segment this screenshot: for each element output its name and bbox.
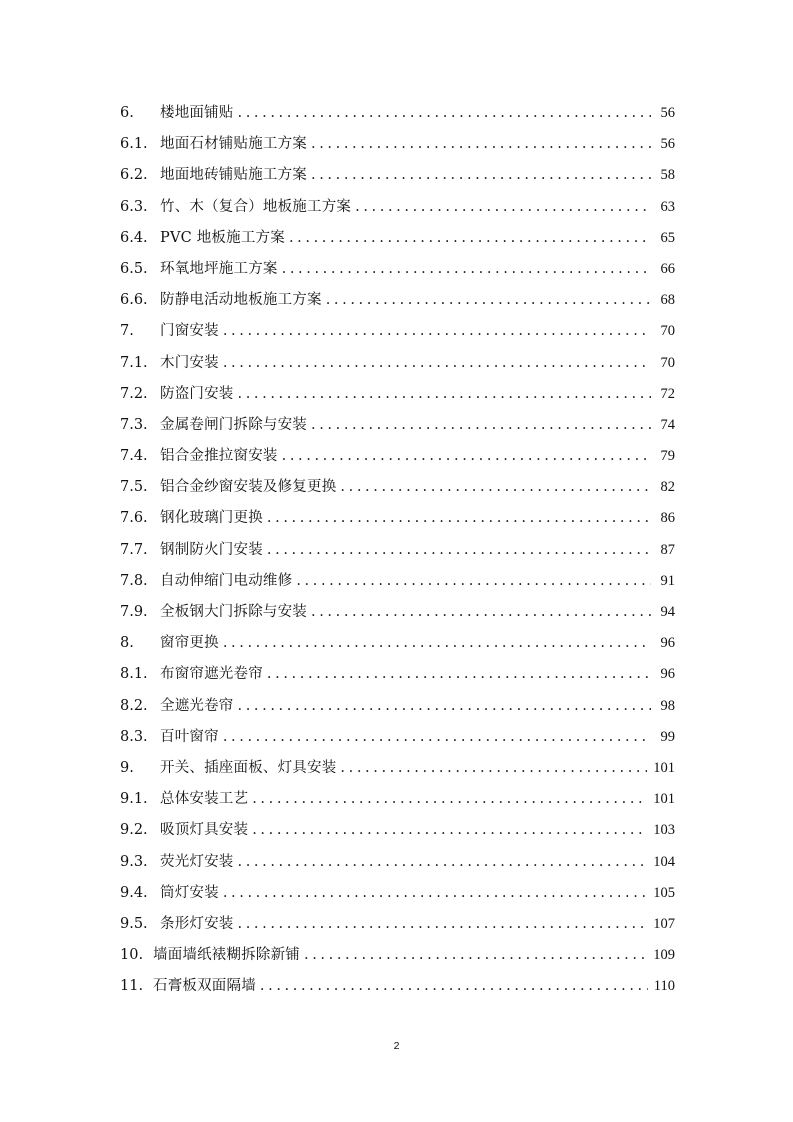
- dot-leader: [355, 192, 651, 223]
- toc-entry-page: 68: [660, 292, 675, 309]
- toc-entry[interactable]: [120, 254, 675, 285]
- toc-entry-title: 石膏板双面隔墙: [153, 978, 256, 995]
- toc-entry[interactable]: [120, 379, 675, 410]
- toc-entry-title: 荧光灯安装: [160, 853, 234, 870]
- toc-entry-title: 百叶窗帘: [160, 728, 219, 745]
- toc-entry-title: 筒灯安装: [160, 884, 219, 901]
- toc-entry-number: 9.2.: [120, 822, 148, 839]
- dot-leader: [252, 815, 647, 846]
- toc-entry-page: 58: [660, 167, 675, 184]
- toc-entry-number: 7.: [120, 323, 134, 340]
- dot-leader: [238, 691, 652, 722]
- toc-entry[interactable]: [120, 566, 675, 597]
- dot-leader: [238, 379, 652, 410]
- toc-entry[interactable]: [120, 909, 675, 940]
- toc-entry[interactable]: [120, 160, 675, 191]
- toc-entry[interactable]: [120, 472, 675, 503]
- toc-entry-page: 109: [653, 947, 675, 964]
- toc-entry[interactable]: [120, 878, 675, 909]
- toc-entry-number: 9.4.: [120, 884, 148, 901]
- dot-leader: [340, 472, 651, 503]
- toc-entry[interactable]: [120, 535, 675, 566]
- dot-leader: [282, 441, 651, 472]
- toc-entry[interactable]: [120, 847, 675, 878]
- toc-entry-number: 8.3.: [120, 728, 148, 745]
- toc-entry-title: 钢制防火门安装: [160, 541, 263, 558]
- toc-entry-number: 7.5.: [120, 479, 148, 496]
- toc-entry[interactable]: [120, 192, 675, 223]
- toc-entry[interactable]: [120, 784, 675, 815]
- toc-entry-page: 104: [653, 853, 675, 870]
- toc-entry[interactable]: [120, 223, 675, 254]
- dot-leader: [238, 98, 652, 129]
- toc-entry[interactable]: [120, 940, 675, 971]
- toc-entry-number: 6.4.: [120, 229, 148, 246]
- toc-entry-number: 8.1.: [120, 666, 148, 683]
- toc-entry-page: 101: [653, 791, 675, 808]
- toc-entry-page: 99: [660, 728, 675, 745]
- toc-entry-number: 6.5.: [120, 260, 148, 277]
- toc-entry-number: 6.6.: [120, 292, 148, 309]
- toc-entry-title: 条形灯安装: [160, 915, 234, 932]
- toc-entry-number: 7.6.: [120, 510, 148, 527]
- toc-entry-number: 7.7.: [120, 541, 148, 558]
- toc-entry-number: 10.: [120, 947, 144, 964]
- toc-entry-number: 9.5.: [120, 915, 148, 932]
- dot-leader: [296, 566, 651, 597]
- toc-entry-title: 钢化玻璃门更换: [160, 510, 263, 527]
- dot-leader: [340, 753, 647, 784]
- toc-entry-page: 66: [660, 260, 675, 277]
- toc-entry[interactable]: [120, 753, 675, 784]
- toc-entry-number: 6.: [120, 105, 134, 121]
- toc-entry[interactable]: [120, 815, 675, 846]
- dot-leader: [267, 535, 651, 566]
- toc-entry[interactable]: [120, 971, 675, 1002]
- toc-entry-title: 地面石材铺贴施工方案: [160, 136, 307, 153]
- toc-entry[interactable]: [120, 659, 675, 690]
- toc-entry-title: 总体安装工艺: [160, 791, 249, 808]
- toc-entry[interactable]: [120, 410, 675, 441]
- toc-entry-title: 自动伸缩门电动维修: [160, 572, 293, 589]
- page-number: 2: [393, 1040, 400, 1052]
- toc-entry-number: 8.2.: [120, 697, 148, 714]
- toc-entry-title: 木门安装: [160, 354, 219, 371]
- toc-entry-page: 79: [660, 448, 675, 465]
- toc-entry-title: 墙面墙纸裱糊拆除新铺: [153, 947, 300, 964]
- toc-entry[interactable]: [120, 98, 675, 129]
- toc-entry-title: 铝合金推拉窗安装: [160, 448, 278, 465]
- toc-entry-page: 63: [660, 198, 675, 215]
- toc-entry-number: 8.: [120, 635, 134, 652]
- toc-entry-number: 7.2.: [120, 385, 148, 402]
- toc-entry-page: 107: [653, 915, 675, 932]
- toc-entry-page: 94: [660, 604, 675, 620]
- dot-leader: [223, 878, 647, 909]
- toc-entry-page: 56: [660, 136, 675, 153]
- toc-entry-page: 110: [653, 978, 675, 995]
- toc-entry-page: 56: [660, 105, 675, 121]
- toc-entry-title: 门窗安装: [160, 323, 219, 340]
- toc-entry-page: 105: [653, 884, 675, 901]
- toc-entry-title: 全遮光卷帘: [160, 697, 234, 714]
- toc-entry-title: 竹、木（复合）地板施工方案: [160, 198, 352, 215]
- toc-entry[interactable]: [120, 628, 675, 659]
- toc-entry-title: 窗帘更换: [160, 635, 219, 652]
- dot-leader: [223, 722, 651, 753]
- toc-entry-number: 6.3.: [120, 198, 148, 215]
- toc-entry-number: 9.: [120, 759, 134, 776]
- dot-leader: [223, 348, 651, 379]
- toc-entry-title: PVC 地板施工方案: [160, 229, 285, 246]
- toc-entry-number: 6.1.: [120, 136, 148, 153]
- toc-entry-number: 7.1.: [120, 354, 148, 371]
- toc-entry[interactable]: [120, 441, 675, 472]
- toc-entry-number: 9.1.: [120, 791, 148, 808]
- toc-entry[interactable]: [120, 691, 675, 722]
- toc-entry-page: 96: [660, 666, 675, 683]
- dot-leader: [311, 160, 651, 191]
- dot-leader: [282, 254, 651, 285]
- dot-leader: [223, 316, 651, 347]
- toc-entry[interactable]: [120, 722, 675, 753]
- dot-leader: [311, 129, 651, 160]
- toc-entry-page: 86: [660, 510, 675, 527]
- dot-leader: [289, 223, 651, 254]
- toc-entry[interactable]: [120, 285, 675, 316]
- toc-entry-number: 7.4.: [120, 448, 148, 465]
- toc-entry-title: 吸顶灯具安装: [160, 822, 249, 839]
- toc-entry-title: 防静电活动地板施工方案: [160, 292, 322, 309]
- toc-entry-page: 91: [660, 572, 675, 589]
- toc-entry-page: 103: [653, 822, 675, 839]
- toc-entry-page: 70: [660, 323, 675, 340]
- toc-entry-page: 65: [660, 229, 675, 246]
- toc-entry-page: 87: [660, 541, 675, 558]
- toc-entry-title: 楼地面铺贴: [160, 105, 234, 121]
- toc-entry-page: 101: [653, 759, 675, 776]
- dot-leader: [267, 659, 651, 690]
- table-of-contents: [120, 98, 675, 1002]
- dot-leader: [267, 503, 651, 534]
- toc-entry[interactable]: [120, 129, 675, 160]
- toc-entry[interactable]: [120, 348, 675, 379]
- toc-entry-page: 96: [660, 635, 675, 652]
- toc-entry-page: 82: [660, 479, 675, 496]
- toc-entry-page: 98: [660, 697, 675, 714]
- toc-entry-page: 72: [660, 385, 675, 402]
- toc-entry-title: 开关、插座面板、灯具安装: [160, 759, 337, 776]
- dot-leader: [311, 410, 651, 441]
- toc-entry-title: 全板钢大门拆除与安装: [160, 604, 307, 620]
- toc-entry-title: 环氧地坪施工方案: [160, 260, 278, 277]
- toc-entry[interactable]: [120, 597, 675, 628]
- toc-entry-number: 7.8.: [120, 572, 148, 589]
- dot-leader: [311, 597, 651, 628]
- dot-leader: [238, 909, 648, 940]
- toc-entry-title: 布窗帘遮光卷帘: [160, 666, 263, 683]
- toc-entry-title: 地面地砖铺贴施工方案: [160, 167, 307, 184]
- toc-entry-page: 70: [660, 354, 675, 371]
- toc-entry-number: 7.3.: [120, 416, 148, 433]
- toc-entry[interactable]: [120, 316, 675, 347]
- dot-leader: [304, 940, 647, 971]
- toc-entry-number: 6.2.: [120, 167, 148, 184]
- toc-entry-title: 金属卷闸门拆除与安装: [160, 416, 307, 433]
- toc-entry-title: 铝合金纱窗安装及修复更换: [160, 479, 337, 496]
- toc-entry-number: 9.3.: [120, 853, 148, 870]
- toc-entry[interactable]: [120, 503, 675, 534]
- toc-entry-number: 11.: [120, 978, 144, 995]
- dot-leader: [260, 971, 648, 1002]
- dot-leader: [252, 784, 647, 815]
- toc-entry-number: 7.9.: [120, 604, 148, 620]
- toc-entry-page: 74: [660, 416, 675, 433]
- dot-leader: [223, 628, 651, 659]
- dot-leader: [238, 847, 648, 878]
- toc-entry-title: 防盗门安装: [160, 385, 234, 402]
- dot-leader: [326, 285, 651, 316]
